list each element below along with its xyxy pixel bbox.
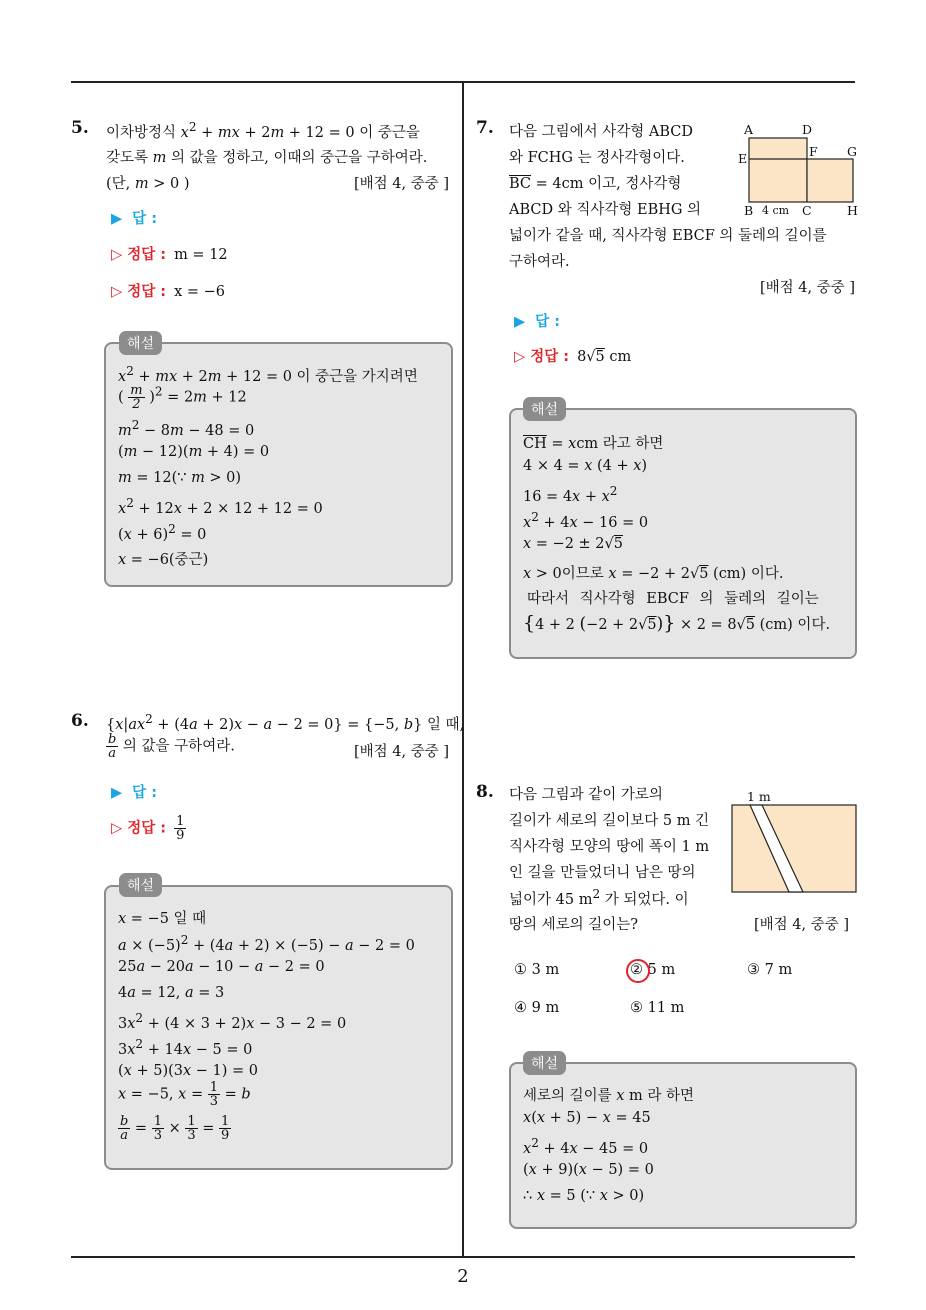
column-divider — [462, 82, 464, 1258]
solution-line: $m^2 - 8m - 48 = 0$ — [118, 418, 255, 439]
answer-row: ▶ 답 : — [514, 314, 561, 330]
question-line: $\{x|ax^2 + (4a + 2)x - a - 2 = 0\} = \{-5$, b} 일 때, — [106, 712, 465, 733]
question-line: $\overline{BC} = 4cm$ 이고, 정사각형 — [509, 176, 682, 192]
solution-tag: 해설 — [523, 397, 566, 421]
label-a: A — [744, 122, 754, 137]
correct-answer-row: ▷ 정답 : $\frac{1}{9}$ — [111, 814, 185, 843]
choice-4[interactable]: ④ 9 m — [514, 1000, 560, 1016]
choice-3[interactable]: ③ 7 m — [747, 962, 793, 978]
label-c: C — [802, 203, 812, 218]
choice-1[interactable]: ① 3 m — [514, 962, 560, 978]
score: [배점 4, 중중 ] — [760, 280, 856, 296]
question-line: 이차방정식 $x^2$ + mx + 2m + 12 = 0 이 중근을 — [106, 120, 420, 141]
label-d: D — [802, 122, 813, 137]
score: [배점 4, 중중 ] — [354, 744, 450, 760]
solution-line: $a \times (-5)^2 + (4a + 2) \times (-5) - a - 2 = 0$ — [118, 933, 415, 954]
question-line: 땅의 세로의 길이는? — [509, 917, 639, 933]
solution-box — [509, 1062, 857, 1229]
solution-line: $x^2 + 4x - 16 = 0$ — [523, 510, 649, 531]
solution-line: (m − 12)(m + 4) = 0 — [118, 444, 270, 460]
question-line: ABCD 와 직사각형 EBHG 의 — [509, 202, 702, 218]
solution-line: 따라서 직사각형 EBCF 의 둘레의 길이는 — [527, 591, 819, 607]
question-line: 다음 그림에서 사각형 ABCD — [509, 124, 694, 140]
bottom-rule — [71, 1256, 855, 1258]
solution-line: $x^2 + 12x + 2 \times 12 + 12 = 0$ — [118, 496, 323, 517]
choice-2[interactable]: ② 5 m — [630, 962, 676, 978]
solution-line: 세로의 길이를 x m 라 하면 — [523, 1088, 695, 1104]
solution-line: ( $\frac{m}{2}$ )$^2$ = 2m + 12 — [118, 383, 247, 412]
solution-line: $x^2 + 4x - 45 = 0$ — [523, 1136, 649, 1157]
rectangle-diagram — [748, 137, 854, 203]
label-e: E — [738, 151, 748, 166]
label-f: F — [809, 144, 818, 159]
correct-answer-row: ▷ 정답 : x = −6 — [111, 284, 225, 300]
solution-line: x = −5, x = $\frac{1}{3}$ = b — [118, 1080, 251, 1109]
question-number: 7. — [476, 118, 494, 138]
solution-line: x(x + 5) − x = 45 — [523, 1110, 651, 1126]
solution-tag: 해설 — [119, 873, 162, 897]
correct-answer-row: ▷ 정답 : 8√5 cm — [514, 349, 632, 365]
question-line: 와 FCHG 는 정사각형이다. — [509, 150, 685, 166]
solution-line: $16 = 4x + x^2$ — [523, 484, 618, 505]
question-line: 인 길을 만들었더니 남은 땅의 — [509, 865, 696, 881]
solution-line: 4 × 4 = x (4 + x) — [523, 458, 648, 474]
solution-tag: 해설 — [119, 331, 162, 355]
solution-line: {4 + 2 (−2 + 2√5)} × 2 = 8√5 (cm) 이다. — [523, 612, 831, 634]
answer-row: ▶ 답 : — [111, 785, 158, 801]
label-length: 4 cm — [762, 204, 790, 217]
question-line: 넓이가 45 $m^2$ 가 되었다. 이 — [509, 887, 689, 908]
label-g: G — [847, 144, 857, 159]
question-line: (단, m > 0 ) — [106, 176, 190, 192]
selected-answer-circle — [626, 959, 650, 983]
score: [배점 4, 중중 ] — [354, 176, 450, 192]
solution-line: x = −6(중근) — [118, 552, 209, 568]
road-width-label: 1 m — [747, 789, 771, 804]
question-line: 구하여라. — [509, 254, 570, 270]
solution-line: (x + 5)(3x − 1) = 0 — [118, 1063, 259, 1079]
choice-5[interactable]: ⑤ 11 m — [630, 1000, 685, 1016]
solution-line: ∴ x = 5 (∵ x > 0) — [523, 1188, 645, 1204]
solution-line: $3x^2 + (4 \times 3 + 2)x - 3 - 2 = 0$ — [118, 1011, 347, 1032]
question-line: 다음 그림과 같이 가로의 — [509, 787, 663, 803]
solution-line: m = 12(∵ m > 0) — [118, 470, 242, 486]
question-line: 직사각형 모양의 땅에 폭이 1 m — [509, 839, 710, 855]
solution-line: $x^2$ + mx + 2m + 12 = 0 이 중근을 가지려면 — [118, 364, 418, 385]
question-line: 길이가 세로의 길이보다 5 m 긴 — [509, 813, 710, 829]
solution-line: $3x^2 + 14x - 5 = 0$ — [118, 1037, 253, 1058]
page-number: 2 — [457, 1266, 469, 1287]
question-line: $\frac{b}{a}$ 의 값을 구하여라. — [108, 732, 235, 761]
question-line: 넓이가 같을 때, 직사각형 EBCF 의 둘레의 길이를 — [509, 228, 827, 244]
label-h: H — [847, 203, 858, 218]
label-b: B — [744, 203, 754, 218]
solution-line: x = −5 일 때 — [118, 911, 207, 927]
solution-line: 25a − 20a − 10 − a − 2 = 0 — [118, 959, 325, 975]
solution-tag: 해설 — [523, 1051, 566, 1075]
question-number: 6. — [71, 711, 89, 731]
solution-line: x > 0이므로 x = −2 + 2√5 (cm) 이다. — [523, 566, 784, 582]
score: [배점 4, 중중 ] — [754, 917, 850, 933]
solution-line: $(x + 6)^2 = 0$ — [118, 522, 207, 543]
solution-box — [104, 342, 453, 587]
solution-line: $\frac{b}{a}$ = $\frac{1}{3}$ × $\frac{1}{3}$ = $\frac{1}{9}$ — [120, 1114, 230, 1143]
solution-box — [104, 885, 453, 1170]
solution-line: (x + 9)(x − 5) = 0 — [523, 1162, 654, 1178]
solution-box — [509, 408, 857, 659]
question-line: 갖도록 m 의 값을 정하고, 이때의 중근을 구하여라. — [106, 150, 428, 166]
question-number: 5. — [71, 118, 89, 138]
solution-line: x = −2 ± 2√5 — [523, 536, 623, 552]
land-diagram — [731, 804, 858, 894]
correct-answer-row: ▷ 정답 : m = 12 — [111, 247, 228, 263]
solution-line: 4a = 12, a = 3 — [118, 985, 225, 1001]
solution-line: $\overline{CH}$ = xcm 라고 하면 — [523, 436, 664, 452]
answer-row: ▶ 답 : — [111, 211, 158, 227]
question-number: 8. — [476, 782, 494, 802]
